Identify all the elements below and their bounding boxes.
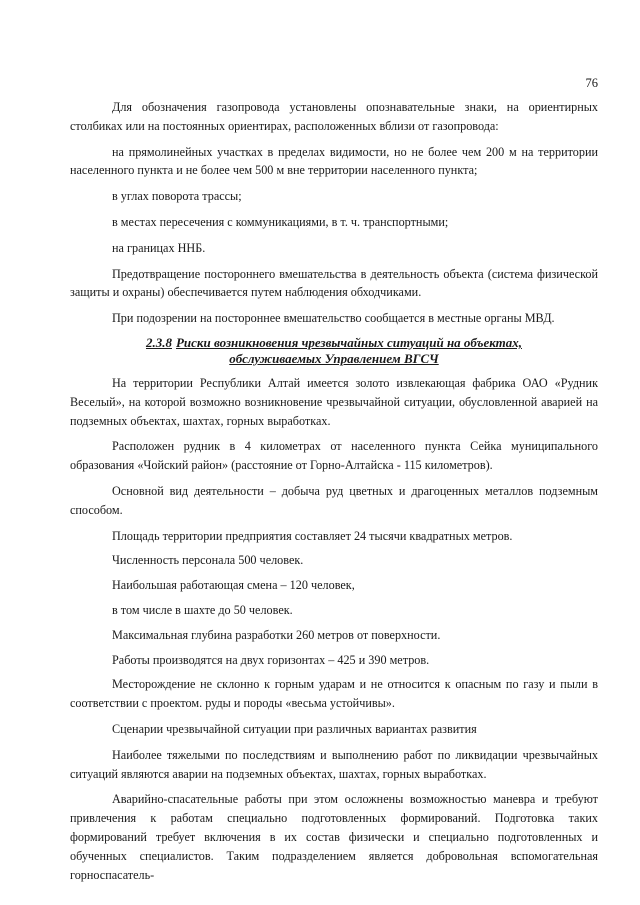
paragraph: Наиболее тяжелыми по последствиям и выполнению работ по ликвидации чрезвычайных ситуаций являются аварии на подземных объектах, шахтах, горных выработках.: [70, 747, 598, 781]
paragraph: Наибольшая работающая смена – 120 человек,: [112, 578, 355, 593]
paragraph: в том числе в шахте до 50 человек.: [112, 602, 293, 617]
paragraph: Для обозначения газопровода установлены опознавательные знаки, на ориентирных столбиках или на постоянных ориентирах, расположенных вблизи от газопровода:: [70, 100, 598, 133]
paragraph: на границах ННБ.: [112, 240, 206, 255]
paragraph: Предотвращение постороннего вмешательства в деятельность объекта (система физической защиты и охраны) обеспечивается путем наблюдения обходчиками.: [70, 266, 598, 300]
section-title-line-2: обслуживаемых Управлением ВГСЧ: [229, 350, 439, 366]
paragraph: Основной вид деятельности – добыча руд цветных и драгоценных металлов подземным способом.: [70, 483, 598, 517]
paragraph: в углах поворота трассы;: [112, 189, 242, 204]
paragraph: на прямолинейных участках в пределах видимости, но не более чем 200 м на территории населенного пункта и не более чем 500 м вне территории населенного пункта;: [70, 144, 598, 178]
paragraph: Площадь территории предприятия составляет 24 тысячи квадратных метров.: [112, 528, 513, 543]
paragraph: Сценарии чрезвычайной ситуации при различных вариантах развития: [112, 721, 477, 736]
paragraph: Аварийно-спасательные работы при этом осложнены возможностью маневра и требуют привлечения к работам специально подготовленных формирований. Подготовка таких формирований требует включения в их состав физически и специально подготовленных и обученных специалистов. Таким подразделением является добровольная вспомогательная горноспасатель-: [70, 792, 598, 882]
paragraph: в местах пересечения с коммуникациями, в т. ч. транспортными;: [112, 214, 449, 229]
document-page: [70, 0, 598, 905]
section-heading: [70, 335, 598, 367]
paragraph: Численность персонала 500 человек.: [112, 553, 304, 568]
section-title-line-1: Риски возникновения чрезвычайных ситуаций на объектах,: [175, 334, 522, 350]
section-heading-line-1: [70, 335, 598, 351]
paragraph: Месторождение не склонно к горным ударам и не относится к опасным по газу и пыли в соответствии с проектом. руды и породы «весьма устойчивы».: [70, 677, 598, 711]
paragraph: Расположен рудник в 4 километрах от населенного пункта Сейка муниципального образования «Чойский район» (расстояние от Горно-Алтайска - 115 километров).: [70, 439, 598, 473]
paragraph: При подозрении на постороннее вмешательство сообщается в местные органы МВД.: [112, 311, 555, 326]
page-number: 76: [585, 76, 598, 90]
paragraph: Работы производятся на двух горизонтах – 425 и 390 метров.: [112, 652, 430, 667]
section-heading-line-2: [70, 351, 598, 367]
paragraph: Максимальная глубина разработки 260 метров от поверхности.: [112, 627, 441, 642]
section-number: 2.3.8: [145, 334, 172, 350]
paragraph: На территории Республики Алтай имеется золото извлекающая фабрика ОАО «Рудник Веселый», на которой возможно возникновение чрезвычайной ситуации, обусловленной аварией на подземных объектах, шахтах, горных выработках.: [70, 375, 598, 428]
document-body: [70, 98, 598, 891]
